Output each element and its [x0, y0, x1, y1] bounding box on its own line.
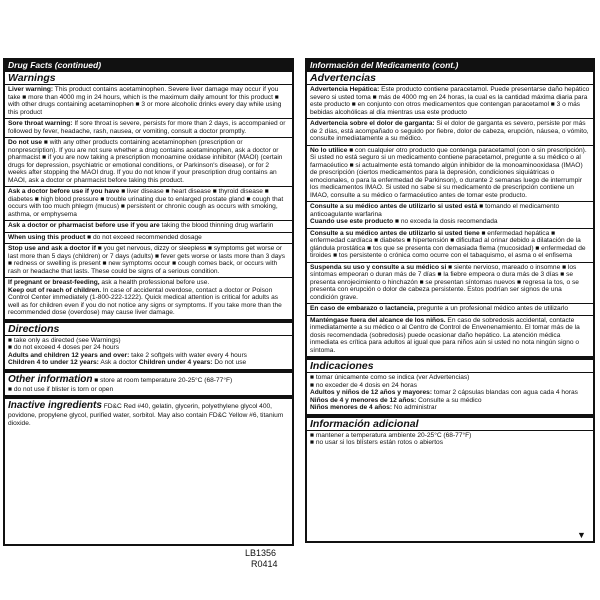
- indicaciones-heading: Indicaciones: [307, 357, 593, 373]
- advertencia-garganta: Advertencia sobre el dolor de garganta: Si el dolor de garganta es severo, persiste por más de 2 días, está acompañado o seguido por fiebre, dolor de cabeza, erupción, náusea, o vómito, consulte inmediatamente a su médico.: [307, 119, 593, 146]
- other-information: Other information ■ store at room temperature 20-25°C (68-77°F) ■ do not use if blister is torn or open: [5, 370, 292, 397]
- stop-use: Stop use and ask a doctor if ■ you get nervous, dizzy or sleepless ■ symptoms get worse or last more than 5 days (children) or 7 days (adults) ■ fever gets worse or lasts more than 3 days ■ redness or swelling is present ■ new symptoms occur ■ cough comes back, or occurs with rash or headache that lasts. These could be signs of a serious condition.: [5, 244, 292, 278]
- drug-facts-panel-english: [3, 58, 294, 546]
- directions-list: ■ take only as directed (see Warnings) ■ do not exceed 4 doses per 24 hours Adults and children 12 years and over: take 2 softgels with water every 4 hours Children 4 to under 12 years: Ask a doctor Children under 4 years: Do not use: [5, 336, 292, 370]
- sore-throat-warning: Sore throat warning: If sore throat is severe, persists for more than 2 days, is accompanied or followed by fever, headache, rash, nausea, or vomiting, consult a doctor promptly.: [5, 119, 292, 138]
- liver-warning: Liver warning: This product contains acetaminophen. Severe liver damage may occur if you take ■ more than 4000 mg in 24 hours, which is the maximum daily amount for this product ■ with other drugs containing acetaminophen ■ 3 or more alcoholic drinks every day while using this product: [5, 85, 292, 119]
- directions-heading: Directions: [5, 320, 292, 336]
- consulte-esta: Consulte a su médico antes de utilizarlo si usted está ■ tomando el medicamento anticoagulante warfarina Cuando use este producto ■ no exceda la dosis recomendada: [307, 202, 593, 229]
- inactive-ingredients: Inactive ingredients FD&C Red #40, gelatin, glycerin, polyethylene glycol 400, povidone, propylene glycol, purified water, sorbitol. May also contain FD&C Yellow #6, titanium dioxide.: [5, 396, 292, 429]
- informacion-adicional: ■ mantener a temperatura ambiente 20-25°C (68-77°F) ■ no usar si los blísters están rotos o abiertos: [310, 431, 472, 446]
- consulte-tiene: Consulte a su médico antes de utilizarlo si usted tiene ■ enfermedad hepática ■ enfermedad cardíaca ■ diabetes ■ hipertensión ■ dificultad al orinar debido a dilatación de la glándula prostática ■ tos que se presenta con demasiada flema (mucosidad) ■ enfermedad de tiroides ■ tos persistente o crónica como ocurre con el tabaquismo, el asma o el enfisema: [307, 229, 593, 263]
- advertencias-heading: Advertencias: [307, 72, 593, 85]
- ask-doctor-have: Ask a doctor before use if you have ■ liver disease ■ heart disease ■ thyroid disease ■ diabetes ■ high blood pressure ■ trouble urinating due to enlarged prostate gland ■ cough that occurs with too much phlegm (mucus) ■ persistent or chronic cough as occurs with smoking, asthma, or emphysema: [5, 187, 292, 221]
- pregnancy-children: If pregnant or breast-feeding, ask a health professional before use. Keep out of reach of children. In case of accidental overdose, contact a doctor or Poison Control Center immediately (1-800-222-1222). Quick medical attention is critical for adults as well as for children even if you do not notice any signs or symptoms. If you take more than the recommended dose (overdose) may cause liver damage.: [5, 278, 292, 320]
- informacion-adicional-heading: Información adicional: [307, 415, 593, 431]
- fuera-alcance-ninos: Manténgase fuera del alcance de los niños. En caso de sobredosis accidental, contacte inmediatamente a su médico o al Centro de Control de Envenenamiento. El tomar más de la dosis recomendada (sobredosis) puede ocasionar daño hepático. La atención médica inmediata es crítica para adultos al igual que para niños aún si usted no nota ningún signo o síntoma.: [307, 316, 593, 358]
- indicaciones-list: ■ tomar únicamente como se indica (ver Advertencias) ■ no exceder de 4 dosis en 24 horas Adultos y niños de 12 años y mayores: tomar 2 cápsulas blandas con agua cada 4 horas Niños de 4 y menores de 12 años: Consulte a su médico Niños menores de 4 años: No administrar: [307, 373, 593, 415]
- no-lo-utilice: No lo utilice ■ con cualquier otro producto que contenga paracetamol (con o sin prescripción). Si usted no está seguro si un medicamento contiene paracetamol, pregunte a su médico o al farmacéutico ■ si actualmente está tomando algún inhibidor de la monoaminooxidasa (IMAO) de prescripción (ciertos medicamentos para la depresión, condiciones siquiátricas o emocionales, o para la enfermedad de Parkinson), o durante 2 semanas luego de interrumpir los medicamentos IMAO. Si usted no sabe si su medicamento de prescripción contiene un IMAO, consulte a su médico o farmacéutico antes de tomar este producto.: [307, 146, 593, 203]
- panel-header: Drug Facts (continued): [5, 60, 292, 72]
- suspenda-uso: Suspenda su uso y consulte a su médico si ■ siente nervioso, mareado o insomne ■ los síntomas empeoran o duran más de 7 días ■ la fiebre empeora o dura más de 3 días ■ se presenta enrojecimiento o hinchazón ■ se presentan síntomas nuevos ■ regresa la tos, o se presenta con erupción o dolor de cabeza persistente. Estos podrían ser signos de una condición grave.: [307, 263, 593, 305]
- when-using: When using this product ■ do not exceed recommended dosage: [5, 233, 292, 245]
- panel-header: Información del Medicamento (cont.): [307, 60, 593, 72]
- revision-code: R0414: [251, 559, 278, 569]
- embarazo-lactancia: En caso de embarazo o lactancia, pregunte a un profesional médico antes de utilizarlo: [307, 304, 593, 316]
- warnings-heading: Warnings: [5, 72, 292, 85]
- label-code: LB1356: [245, 548, 277, 558]
- advertencia-hepatica: Advertencia Hepática: Este producto contiene paracetamol. Puede presentarse daño hepático severo si usted toma ■ más de 4000 mg en 24 horas, la cual es la cantidad máxima diaria para este producto ■ en conjunto con otros medicamentos que contengan paracetamol ■ 3 o más bebidas alcohólicas al día mientras usa este producto: [307, 85, 593, 119]
- continue-arrow-icon: ▼: [577, 530, 586, 540]
- do-not-use: Do not use ■ with any other products containing acetaminophen (prescription or nonprescription). If you are not sure whether a drug contains acetaminophen, ask a doctor or pharmacist ■ if you are now taking a prescription monoamine oxidase inhibitor (MAOI) (certain drugs for depression, psychiatric or emotional conditions, or Parkinson's disease), or for 2 weeks after stopping the MAOI drug. If you do not know if your prescription drug contains an MAOI, ask a doctor or pharmacist before taking this product.: [5, 138, 292, 187]
- inactive-ingredients-heading: Inactive ingredients: [8, 400, 102, 411]
- ask-doctor-pharmacist: Ask a doctor or pharmacist before use if you are taking the blood thinning drug warfarin: [5, 221, 292, 233]
- drug-facts-panel-spanish: [305, 58, 595, 543]
- other-information-heading: Other information: [8, 373, 93, 385]
- label-codes: [245, 548, 305, 570]
